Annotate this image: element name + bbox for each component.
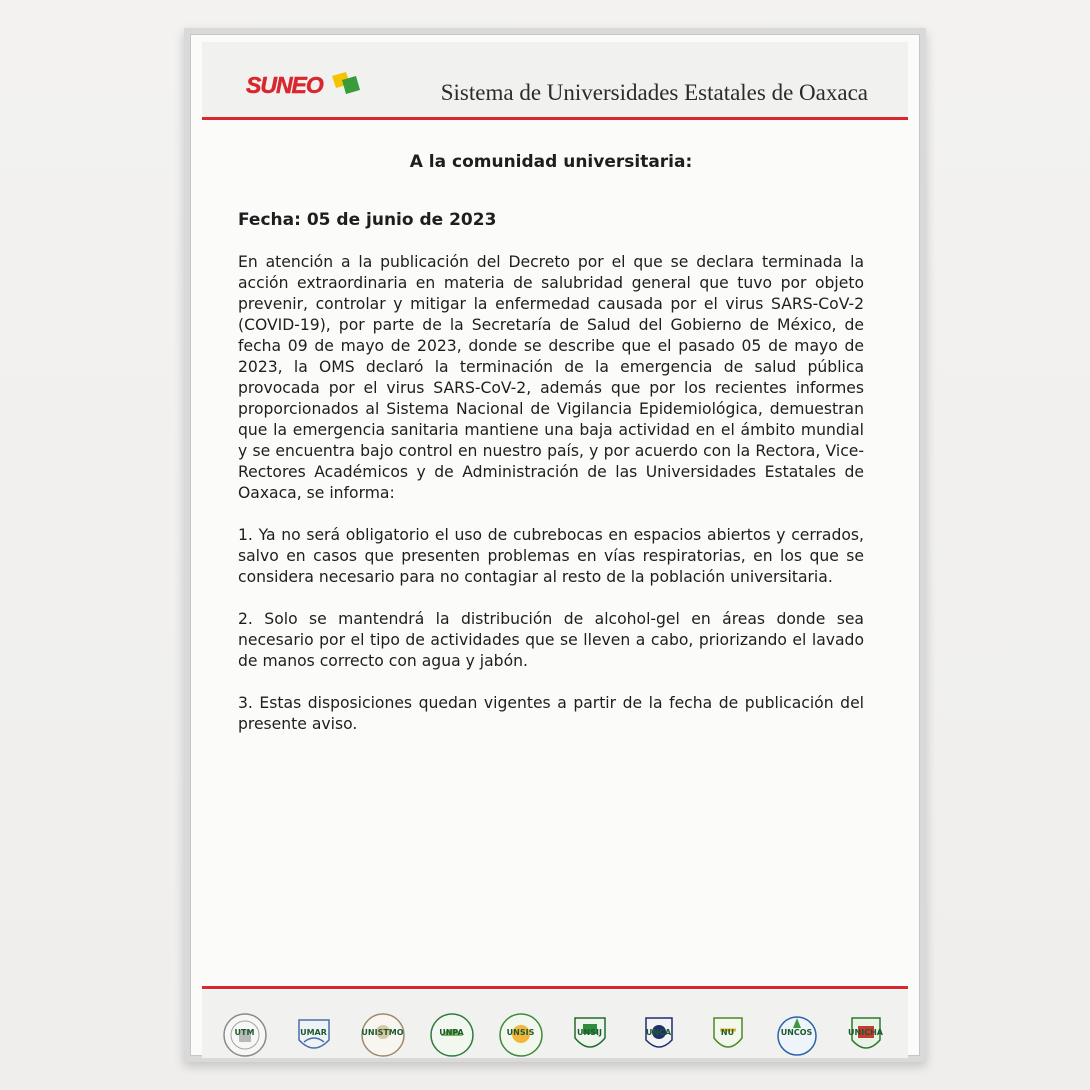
header-divider: [202, 117, 908, 120]
suneo-logo-mark-icon: [328, 70, 362, 100]
seal-label: UNCA: [645, 1027, 672, 1037]
notice-date: Fecha: 05 de junio de 2023: [238, 210, 497, 230]
seal-label: UNSIJ: [577, 1027, 602, 1037]
university-seal: [842, 998, 890, 1050]
university-seal: [221, 998, 269, 1050]
header: [202, 42, 908, 120]
poster-frame: [184, 28, 926, 1062]
seal-label: UNSIS: [506, 1027, 535, 1037]
university-seal: [566, 998, 614, 1050]
seal-label: UTM: [234, 1027, 255, 1037]
seal-label: UNPA: [439, 1027, 464, 1037]
university-seal: [290, 998, 338, 1050]
seal-label: UNISTMO: [361, 1027, 404, 1037]
notice-point-3: 3. Estas disposiciones quedan vigentes a partir de la fecha de publicación del presente aviso.: [238, 694, 864, 733]
footer-divider: [202, 986, 908, 989]
university-seal: [773, 998, 821, 1050]
notice-intro: En atención a la publicación del Decreto por el que se declara terminada la acción extraordinaria en materia de salubridad general que tuvo por objeto prevenir, controlar y mitigar la enfermedad causada por el virus SARS-CoV-2 (COVID-19), por parte de la Secretaría de Salud del Gobierno de México, de fecha 09 de mayo de 2023, donde se describe que el pasado 05 de mayo de 2023, la OMS declaró la terminación de la emergencia de salud pública provocada por el virus SARS-CoV-2, además que por los recientes informes proporcionados al Sistema Nacional de Vigilancia Epidemiológica, demuestran que la emergencia sanitaria mantiene una baja actividad en el ámbito mundial y se encuentra bajo control en nuestro país, y por acuerdo con la Rectora, Vice-Rectores Académicos y de Administración de las Universidades Estatales de Oaxaca, se informa:: [238, 253, 864, 502]
seal-label: NU: [720, 1027, 735, 1037]
seal-label: UNICHA: [848, 1027, 883, 1037]
notice-point-1: 1. Ya no será obligatorio el uso de cubrebocas en espacios abiertos y cerrados, salvo en casos que presenten problemas en vías respiratorias, en los que se considera necesario para no contagiar al resto de la población universitaria.: [238, 526, 864, 586]
notice-body: [238, 146, 864, 756]
header-title: Sistema de Universidades Estatales de Oaxaca: [440, 80, 868, 105]
university-seal: [359, 998, 407, 1050]
university-seals: [202, 990, 908, 1058]
notice-greeting: A la comunidad universitaria:: [409, 152, 693, 172]
university-seal: [428, 998, 476, 1050]
seal-label: UMAR: [300, 1027, 327, 1037]
university-seal: [704, 998, 752, 1050]
university-seal: [497, 998, 545, 1050]
university-seal: [635, 998, 683, 1050]
seal-label: UNCOS: [780, 1027, 813, 1037]
notice-point-2: 2. Solo se mantendrá la distribución de alcohol-gel en áreas donde sea necesario por el tipo de actividades que se lleven a cabo, priorizando el lavado de manos correcto con agua y jabón.: [238, 610, 864, 670]
suneo-logo: SUNEO: [246, 72, 323, 98]
